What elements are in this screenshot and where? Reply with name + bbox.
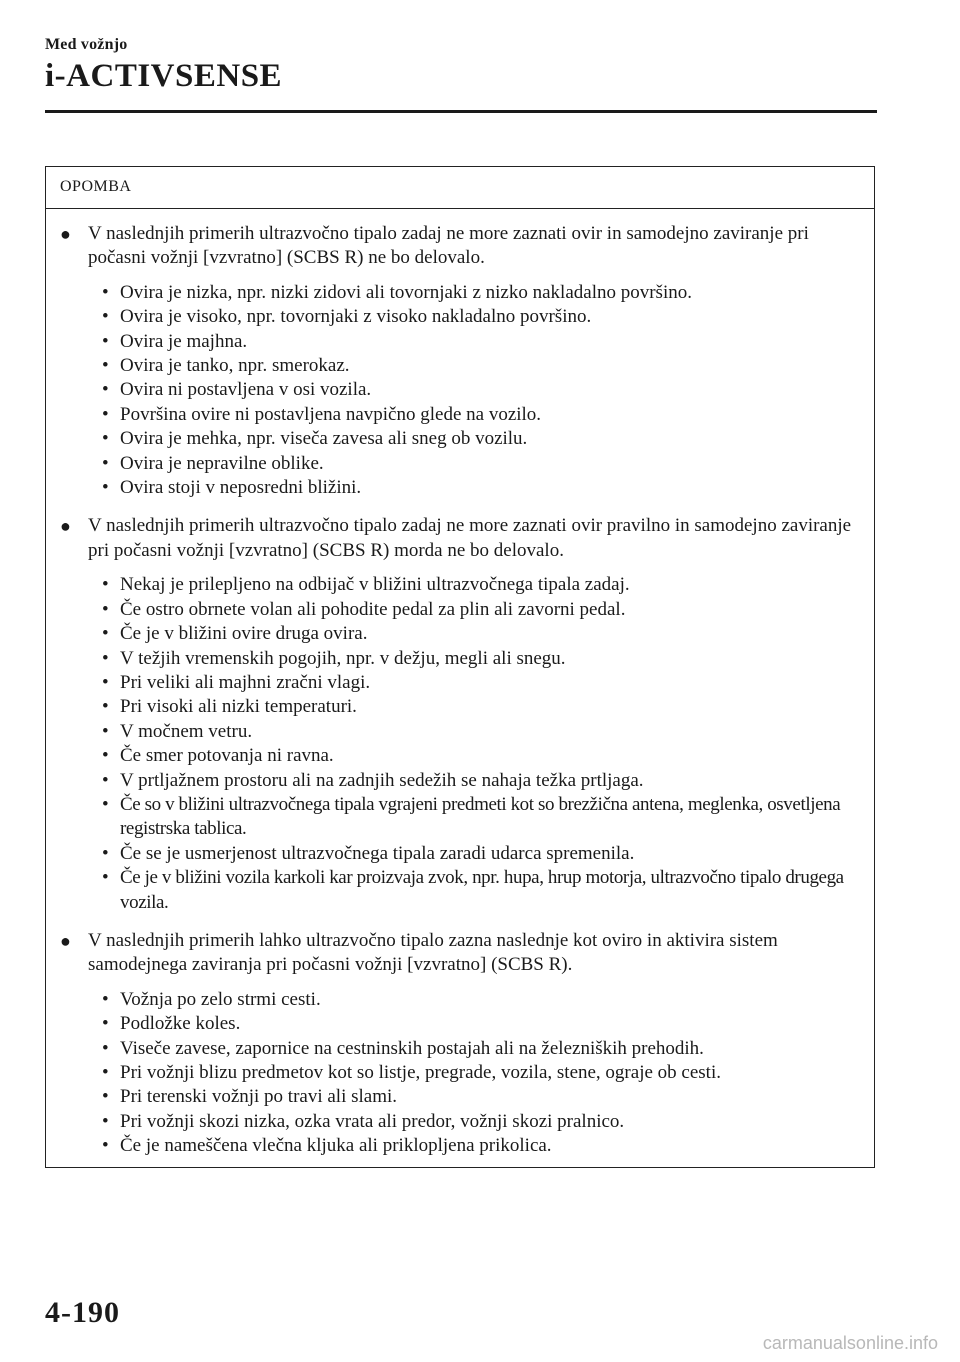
note-sub-text: Pri vožnji blizu predmetov kot so listje, pregrade, vozila, stene, ograje ob cesti. bbox=[120, 1062, 721, 1083]
note-sub-item bbox=[102, 1110, 858, 1134]
section-title: i-ACTIVSENSE bbox=[45, 58, 283, 94]
note-sub-item bbox=[102, 695, 858, 719]
main-bullet-icon: ● bbox=[60, 930, 71, 951]
main-bullet-icon: ● bbox=[60, 224, 71, 244]
note-sub-text: Če so v bližini ultrazvočnega tipala vgrajeni predmeti kot so brezžična antena, meglenka, osvetljena registrska tablica. bbox=[120, 793, 841, 840]
note-sub-list bbox=[60, 988, 858, 1159]
note-sub-item bbox=[102, 1134, 858, 1158]
note-sub-item bbox=[102, 671, 858, 695]
note-sub-item bbox=[102, 305, 858, 329]
note-group bbox=[60, 222, 858, 500]
note-sub-text: Če smer potovanja ni ravna. bbox=[120, 745, 334, 767]
sub-bullet-icon: • bbox=[102, 598, 109, 620]
watermark[interactable]: carmanualsonline.info bbox=[762, 1333, 938, 1353]
note-sub-text: Pri visoki ali nizki temperaturi. bbox=[120, 696, 357, 718]
note-sub-text: Ovira je visoko, npr. tovornjaki z visoko nakladalno površino. bbox=[120, 306, 592, 328]
note-sub-list bbox=[60, 281, 858, 501]
note-sub-item bbox=[102, 330, 858, 354]
note-main-text: V naslednjih primerih ultrazvočno tipalo zadaj ne more zaznati ovir pravilno in samodejno zaviranje pri počasni vožnji [vzvratno] (SCBS R) morda ne bo delovalo. bbox=[88, 515, 852, 561]
header-divider bbox=[45, 110, 877, 113]
sub-bullet-icon: • bbox=[102, 842, 109, 864]
note-sub-text: Viseče zavese, zapornice na cestninskih postajah ali na železniških prehodih. bbox=[120, 1037, 704, 1059]
note-sub-text: Vožnja po zelo strmi cesti. bbox=[120, 988, 321, 1010]
note-sub-item bbox=[102, 866, 858, 915]
sub-bullet-icon: • bbox=[102, 281, 109, 303]
note-sub-item bbox=[102, 769, 858, 793]
note-main-item bbox=[60, 222, 858, 271]
note-sub-text: Ovira ni postavljena v osi vozila. bbox=[120, 379, 372, 401]
sub-bullet-icon: • bbox=[102, 1110, 109, 1132]
sub-bullet-icon: • bbox=[102, 671, 109, 693]
note-sub-text: Če je nameščena vlečna kljuka ali priklopljena prikolica. bbox=[120, 1135, 552, 1157]
sub-bullet-icon: • bbox=[102, 574, 109, 596]
note-sub-item bbox=[102, 427, 858, 451]
note-sub-text: V težjih vremenskih pogojih, npr. v dežju, megli ali snegu. bbox=[120, 647, 566, 669]
note-sub-text: Ovira je mehka, npr. viseča zavesa ali sneg ob vozilu. bbox=[120, 428, 528, 450]
note-sub-text: Nekaj je prilepljeno na odbijač v bližini ultrazvočnega tipala zadaj. bbox=[120, 574, 630, 596]
main-bullet-icon: ● bbox=[60, 516, 71, 537]
sub-bullet-icon: • bbox=[102, 403, 109, 425]
note-sub-item bbox=[102, 1012, 858, 1036]
note-sub-text: V močnem vetru. bbox=[120, 720, 253, 742]
sub-bullet-icon: • bbox=[102, 306, 109, 328]
sub-bullet-icon: • bbox=[102, 379, 109, 401]
page-header bbox=[45, 36, 282, 93]
sub-bullet-icon: • bbox=[102, 1062, 109, 1083]
sub-bullet-icon: • bbox=[102, 793, 109, 815]
note-sub-item bbox=[102, 793, 858, 842]
note-sub-text: V prtljažnem prostoru ali na zadnjih sedežih se nahaja težka prtljaga. bbox=[120, 769, 644, 791]
note-sub-item bbox=[102, 1037, 858, 1061]
note-sub-list bbox=[60, 573, 858, 915]
note-sub-item bbox=[102, 647, 858, 671]
note-sub-text: Površina ovire ni postavljena navpično glede na vozilo. bbox=[120, 403, 542, 425]
note-sub-item bbox=[102, 476, 858, 500]
sub-bullet-icon: • bbox=[102, 867, 109, 889]
note-main-text: V naslednjih primerih lahko ultrazvočno tipalo zazna naslednje kot oviro in aktivira sistem samodejnega zaviranja pri počasni vožnji [vzvratno] (SCBS R). bbox=[88, 929, 778, 976]
sub-bullet-icon: • bbox=[102, 988, 109, 1010]
note-sub-item bbox=[102, 1085, 858, 1109]
note-sub-text: Ovira je tanko, npr. smerokaz. bbox=[120, 355, 350, 377]
note-sub-item bbox=[102, 354, 858, 378]
note-sub-item bbox=[102, 988, 858, 1012]
note-sub-text: Pri terenski vožnji po travi ali slami. bbox=[120, 1086, 398, 1108]
sub-bullet-icon: • bbox=[102, 623, 109, 645]
note-main-item bbox=[60, 514, 858, 563]
sub-bullet-icon: • bbox=[102, 1086, 109, 1108]
sub-bullet-icon: • bbox=[102, 355, 109, 377]
note-sub-item bbox=[102, 598, 858, 622]
sub-bullet-icon: • bbox=[102, 647, 109, 669]
note-sub-text: Ovira je nepravilne oblike. bbox=[120, 452, 324, 474]
note-sub-text: Pri vožnji skozi nizka, ozka vrata ali predor, vožnji skozi pralnico. bbox=[120, 1110, 625, 1132]
note-heading: OPOMBA bbox=[46, 167, 874, 209]
sub-bullet-icon: • bbox=[102, 769, 109, 791]
note-group bbox=[60, 514, 858, 915]
note-sub-item bbox=[102, 842, 858, 866]
note-sub-text: Pri veliki ali majhni zračni vlagi. bbox=[120, 671, 371, 693]
note-sub-item bbox=[102, 720, 858, 744]
sub-bullet-icon: • bbox=[102, 452, 109, 474]
note-sub-text: Če ostro obrnete volan ali pohodite pedal za plin ali zavorni pedal. bbox=[120, 598, 626, 620]
note-sub-item bbox=[102, 281, 858, 305]
sub-bullet-icon: • bbox=[102, 428, 109, 450]
sub-bullet-icon: • bbox=[102, 720, 109, 742]
note-box bbox=[45, 166, 875, 1168]
note-sub-text: Če je v bližini ovire druga ovira. bbox=[120, 623, 368, 645]
sub-bullet-icon: • bbox=[102, 477, 109, 499]
note-group bbox=[60, 929, 858, 1159]
note-sub-item bbox=[102, 452, 858, 476]
note-sub-text: Ovira je nizka, npr. nizki zidovi ali tovornjaki z nizko nakladalno površino. bbox=[120, 281, 692, 303]
note-sub-item bbox=[102, 622, 858, 646]
note-sub-text: Ovira je majhna. bbox=[120, 330, 248, 352]
note-sub-text: Če je v bližini vozila karkoli kar proizvaja zvok, npr. hupa, hrup motorja, ultrazvočno tipalo drugega vozila. bbox=[120, 867, 844, 913]
note-sub-item bbox=[102, 573, 858, 597]
page-number: 4-190 bbox=[45, 1296, 120, 1329]
note-sub-item bbox=[102, 1061, 858, 1085]
note-sub-item bbox=[102, 744, 858, 768]
note-sub-text: Podložke koles. bbox=[120, 1013, 241, 1035]
note-main-text: V naslednjih primerih ultrazvočno tipalo zadaj ne more zaznati ovir in samodejno zaviranje pri počasni vožnji [vzvratno] (SCBS R) ne bo delovalo. bbox=[88, 223, 809, 269]
sub-bullet-icon: • bbox=[102, 1037, 109, 1059]
note-sub-item bbox=[102, 403, 858, 427]
sub-bullet-icon: • bbox=[102, 745, 109, 767]
note-main-item bbox=[60, 929, 858, 978]
section-label: Med vožnjo bbox=[45, 36, 128, 53]
note-sub-text: Če se je usmerjenost ultrazvočnega tipala zaradi udarca spremenila. bbox=[120, 842, 635, 864]
sub-bullet-icon: • bbox=[102, 1135, 109, 1157]
sub-bullet-icon: • bbox=[102, 1013, 109, 1035]
note-sub-text: Ovira stoji v neposredni bližini. bbox=[120, 477, 362, 499]
sub-bullet-icon: • bbox=[102, 330, 109, 352]
sub-bullet-icon: • bbox=[102, 696, 109, 718]
note-body bbox=[46, 209, 874, 1159]
note-sub-item bbox=[102, 378, 858, 402]
